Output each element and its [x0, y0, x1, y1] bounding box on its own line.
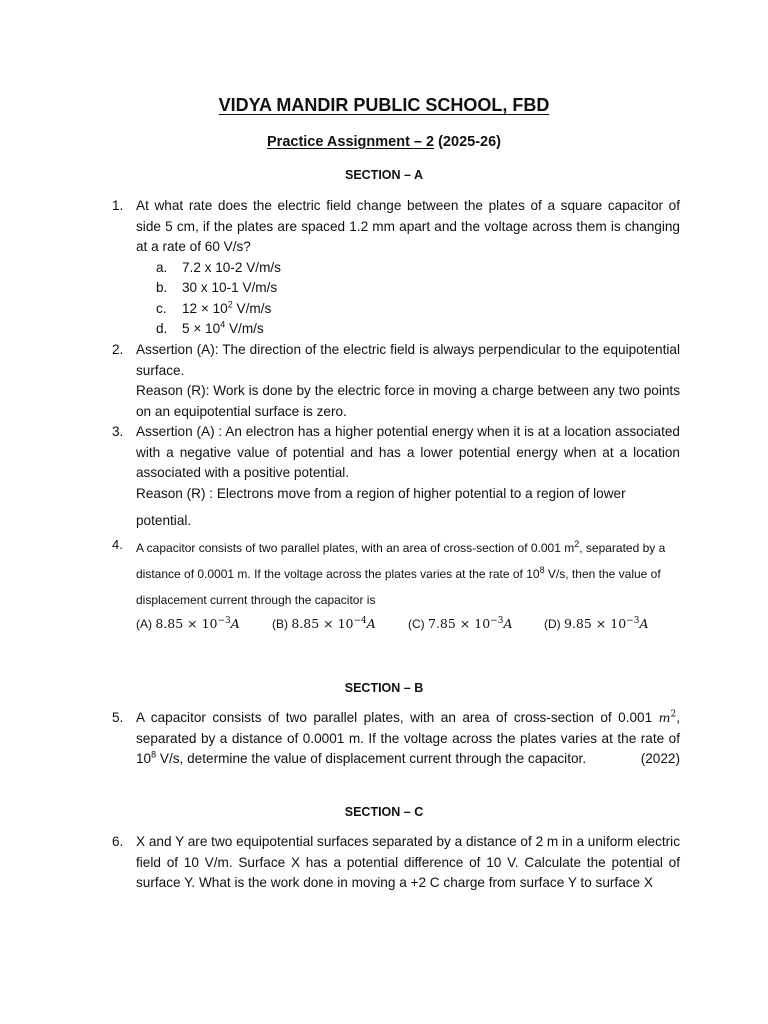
question-text: [136, 535, 680, 613]
option-unit: V/m/s: [225, 321, 264, 336]
option-b: [272, 614, 408, 635]
option-text: [182, 299, 271, 320]
option-d: [544, 614, 648, 635]
options-row: [136, 614, 680, 635]
exponent: 2: [670, 709, 677, 720]
question-5: [112, 708, 680, 770]
option-a: [136, 614, 272, 635]
question-4: [112, 535, 680, 635]
question-number: 6.: [112, 834, 124, 849]
options-list: [156, 258, 680, 340]
question-text: [136, 708, 680, 770]
unit-symbol: m: [658, 710, 671, 725]
section-b-heading: SECTION – B: [344, 681, 424, 695]
question-text-part: , separated by a distance of 0.0001 m. If the voltage across the plates varies at the rate of: [136, 710, 680, 746]
option-unit: A: [639, 616, 649, 631]
option-label: b.: [156, 280, 168, 295]
question-6: [112, 832, 680, 894]
option-label: (B): [272, 617, 292, 631]
option-value: 9.85 × 10: [564, 616, 627, 631]
option-value: 7.85 × 10: [428, 616, 491, 631]
assertion-text: Assertion (A): The direction of the electric field is always perpendicular to the equipotential surface.: [136, 342, 680, 378]
question-number: 3.: [112, 424, 124, 439]
exponent: 8: [539, 565, 545, 575]
option-unit: A: [503, 616, 513, 631]
option-text: 7.2 x 10-2 V/m/s: [182, 259, 281, 275]
option-d: [156, 319, 680, 340]
assertion-text: Assertion (A) : An electron has a higher potential energy when it is at a location associated with a negative value of potential and has a lower potential energy when at a location associated with a positive potential.: [136, 424, 680, 480]
question-3: [112, 422, 680, 532]
option-text: 30 x 10-1 V/m/s: [182, 280, 278, 295]
option-label: d.: [156, 321, 168, 336]
question-text: X and Y are two equipotential surfaces separated by a distance of 2 m in a uniform electric field of 10 V/m. Surface X has a potential difference of 10 V. Calculate the potential of surface Y. What is the work done in moving a +2 C charge from surface Y to surface X: [136, 834, 680, 890]
option-exponent: −3: [626, 616, 640, 626]
option-value: 5 × 10: [182, 321, 221, 336]
question-text-part: A capacitor consists of two parallel plates, with an area of cross-section of 0.001: [136, 710, 659, 725]
option-exponent: 2: [227, 298, 233, 309]
question-number: 1.: [112, 198, 124, 213]
question-number: 2.: [112, 342, 124, 357]
question-text-part: A capacitor consists of two parallel plates, with an area of cross-section of 0.001 m: [136, 541, 575, 555]
question-text-part: V/s, determine the value of displacement current through the capacitor.: [156, 751, 587, 766]
question-text-part: , separated by a distance of 0.0001 m. If the voltage across the plates varies at the rate of 10: [136, 541, 666, 581]
school-title: VIDYA MANDIR PUBLIC SCHOOL, FBD: [218, 95, 550, 115]
option-c: [156, 299, 680, 320]
option-c: [408, 614, 544, 635]
assignment-year: (2025-26): [438, 134, 501, 150]
option-exponent: −3: [490, 616, 504, 626]
section-c-heading: SECTION – C: [344, 805, 424, 819]
option-label: (C): [408, 617, 428, 631]
exponent: 2: [574, 539, 580, 549]
option-label: a.: [156, 259, 168, 275]
option-a: [156, 258, 680, 279]
question-1: [112, 196, 680, 340]
assignment-name: Practice Assignment – 2: [267, 134, 435, 150]
option-exponent: −4: [353, 616, 367, 626]
option-value: 12 × 10: [182, 300, 228, 316]
option-b: [156, 278, 680, 299]
rate-base: 10: [136, 751, 152, 766]
option-exponent: 4: [220, 319, 226, 330]
option-value: 8.85 × 10: [155, 616, 218, 631]
option-unit: V/m/s: [232, 300, 272, 316]
option-text: [182, 319, 264, 340]
question-number: 4.: [112, 537, 123, 552]
reason-text: Reason (R) : Electrons move from a region of higher potential to a region of lower: [136, 485, 626, 501]
section-a-heading: SECTION – A: [344, 168, 424, 182]
option-label: (D): [544, 617, 564, 631]
reason-text: Reason (R): Work is done by the electric force in moving a charge between any two points on an equipotential surface is zero.: [136, 383, 680, 419]
question-text-part: V/s, then the value of displacement current through the capacitor is: [136, 567, 661, 607]
exponent: 8: [151, 749, 157, 760]
option-unit: A: [230, 616, 240, 631]
year-tag: (2022): [640, 751, 680, 766]
option-unit: A: [366, 616, 376, 631]
assignment-title: [0, 132, 768, 153]
option-exponent: −3: [217, 616, 231, 626]
option-value: 8.85 × 10: [291, 616, 354, 631]
option-label: c.: [156, 300, 167, 316]
reason-text-continued: potential.: [136, 513, 192, 528]
option-label: (A): [136, 617, 156, 631]
question-number: 5.: [112, 710, 124, 725]
question-2: [112, 340, 680, 422]
question-text: At what rate does the electric field change between the plates of a square capacitor of side 5 cm, if the plates are spaced 1.2 mm apart and the voltage across them is changing at a rate of 60 V/s?: [136, 198, 680, 254]
